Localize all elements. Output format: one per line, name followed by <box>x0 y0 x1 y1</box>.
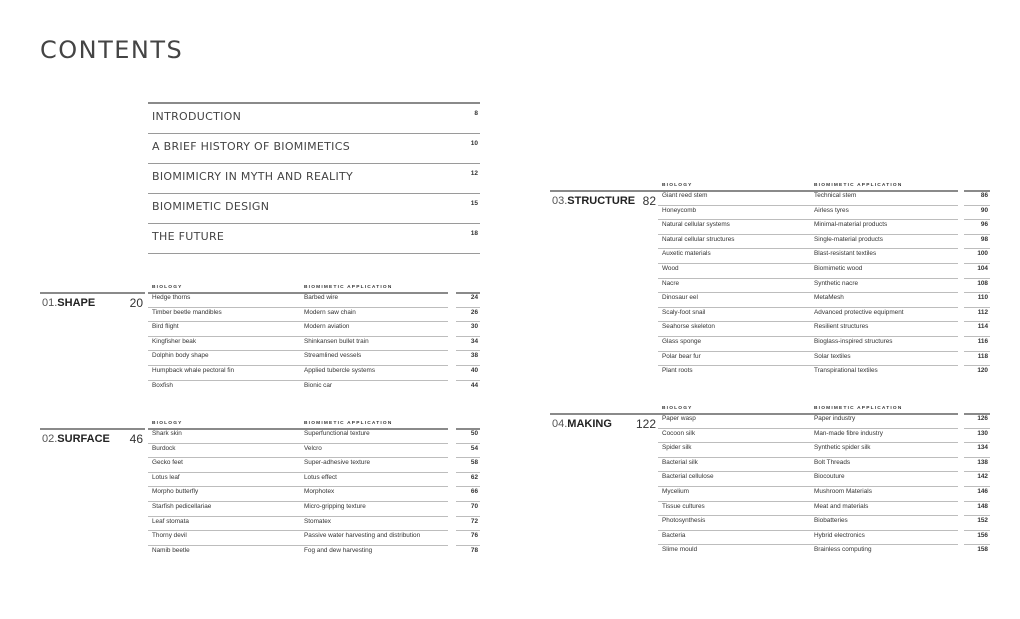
column-header-biology: BIOLOGY <box>152 421 183 426</box>
section-name: MAKING <box>567 418 612 430</box>
page-title: CONTENTS <box>40 36 184 64</box>
biology-cell: Humpback whale pectoral fin <box>152 367 235 374</box>
section-name: SURFACE <box>57 433 110 445</box>
application-cell: MetaMesh <box>814 294 844 302</box>
application-cell: Velcro <box>304 444 322 452</box>
application-cell: Minimal-material products <box>814 221 888 229</box>
section-name: STRUCTURE <box>567 195 636 207</box>
application-cell: Micro-gripping texture <box>304 503 366 510</box>
section-heading[interactable] <box>550 190 658 212</box>
page-number-cell: 116 <box>977 338 988 345</box>
biology-cell: Photosynthesis <box>662 517 706 525</box>
table-row[interactable] <box>148 516 448 532</box>
biology-cell: Wood <box>662 265 679 272</box>
page-number-cell: 66 <box>470 488 478 496</box>
page-number-cell: 26 <box>470 308 478 316</box>
biology-cell: Mycelium <box>662 488 689 495</box>
application-cell: Biomimetic wood <box>814 265 863 272</box>
biology-cell: Tissue cultures <box>662 502 705 510</box>
intro-item[interactable] <box>148 163 480 193</box>
biology-cell: Slime mould <box>662 546 698 554</box>
table-row[interactable] <box>148 443 448 459</box>
application-cell: Brainless computing <box>814 546 872 554</box>
page-number-cell: 146 <box>977 488 988 495</box>
page-number-cell: 142 <box>977 473 988 481</box>
application-cell: Modern aviation <box>304 323 350 331</box>
table-row[interactable] <box>658 292 958 308</box>
page-number-cell: 108 <box>977 279 988 287</box>
application-cell: Transpirational textiles <box>814 367 878 375</box>
intro-item[interactable] <box>148 223 480 254</box>
intro-item-label: BIOMIMICRY IN MYTH AND REALITY <box>152 170 354 183</box>
biology-cell: Shark skin <box>152 430 182 437</box>
biology-cell: Natural cellular structures <box>662 235 735 243</box>
column-header-application: BIOMIMETIC APPLICATION <box>304 421 393 426</box>
biology-cell: Gecko feet <box>152 459 183 467</box>
intro-item[interactable] <box>148 102 480 133</box>
table-row[interactable] <box>148 321 448 337</box>
biology-cell: Auxetic materials <box>662 250 711 258</box>
page-number-cell: 40 <box>470 367 478 374</box>
application-cell: Biobatteries <box>814 517 848 525</box>
application-cell: Super-adhesive texture <box>304 459 371 467</box>
page-number-cell: 70 <box>470 503 478 510</box>
application-cell: Bioglass-inspired structures <box>814 338 893 345</box>
biology-cell: Giant reed stem <box>662 192 708 199</box>
table-row[interactable] <box>658 544 958 560</box>
page-number-cell: 126 <box>977 415 988 422</box>
biology-cell: Paper wasp <box>662 415 696 422</box>
table-row[interactable] <box>658 336 958 352</box>
application-cell: Resilient structures <box>814 323 869 331</box>
application-cell: Morphotex <box>304 488 335 496</box>
application-cell: Lotus effect <box>304 473 337 481</box>
table-row[interactable] <box>148 545 448 561</box>
table-row[interactable] <box>658 530 958 546</box>
biology-cell: Timber beetle mandibles <box>152 308 222 316</box>
page-number-cell: 30 <box>470 323 478 331</box>
biology-cell: Boxfish <box>152 381 173 389</box>
intro-item-label: BIOMIMETIC DESIGN <box>152 200 270 213</box>
section-page: 20 <box>129 296 143 310</box>
application-cell: Modern saw chain <box>304 308 356 316</box>
page-number-cell: 50 <box>470 430 478 437</box>
table-row[interactable] <box>658 263 958 279</box>
page-number-cell: 134 <box>977 444 988 452</box>
page-number-cell: 112 <box>977 308 988 316</box>
page-number-cell: 130 <box>977 429 988 437</box>
page-number-cell: 76 <box>470 532 478 540</box>
section-heading[interactable] <box>40 292 145 314</box>
page-number-cell: 90 <box>980 206 988 214</box>
biology-cell: Kingfisher beak <box>152 337 197 345</box>
biology-cell: Hedge thorns <box>152 294 191 301</box>
section-number: 01.SHAPE <box>42 297 96 309</box>
page-number-cell: 54 <box>470 444 478 452</box>
page-number-cell: 118 <box>977 352 988 360</box>
intro-item-label: A BRIEF HISTORY OF BIOMIMETICS <box>152 140 350 153</box>
application-cell: Stomatex <box>304 517 331 525</box>
page-number-cell: 120 <box>977 367 988 375</box>
table-row[interactable] <box>658 278 958 294</box>
application-cell: Fog and dew harvesting <box>304 546 373 554</box>
application-cell: Synthetic nacre <box>814 279 859 287</box>
section-heading[interactable] <box>550 413 658 435</box>
biology-cell: Nacre <box>662 279 680 287</box>
biology-cell: Glass sponge <box>662 338 702 345</box>
intro-item-page: 8 <box>474 110 478 117</box>
biology-cell: Thorny devil <box>152 532 187 540</box>
biology-cell: Leaf stomata <box>152 517 189 525</box>
application-cell: Bolt Threads <box>814 458 851 466</box>
page-number-cell: 24 <box>470 294 478 301</box>
application-cell: Blast-resistant textiles <box>814 250 877 258</box>
biology-cell: Lotus leaf <box>152 473 180 481</box>
page-number-cell: 152 <box>977 517 988 525</box>
application-cell: Paper industry <box>814 415 856 422</box>
application-cell: Solar textiles <box>814 352 851 360</box>
biology-cell: Bacterial cellulose <box>662 473 714 481</box>
intro-item-page: 10 <box>470 140 478 147</box>
page-number-cell: 98 <box>980 235 988 243</box>
table-row[interactable] <box>658 486 958 502</box>
biology-cell: Natural cellular systems <box>662 221 730 229</box>
page-number-cell: 78 <box>470 546 478 554</box>
biology-cell: Spider silk <box>662 444 692 452</box>
biology-cell: Starfish pedicellariae <box>152 503 212 510</box>
table-row[interactable] <box>148 472 448 488</box>
section-page: 122 <box>635 417 656 431</box>
application-cell: Man-made fibre industry <box>814 429 883 437</box>
biology-cell: Namib beetle <box>152 546 190 554</box>
intro-item-page: 12 <box>470 170 478 177</box>
intro-list <box>148 102 480 254</box>
page-number-cell: 44 <box>470 381 478 389</box>
column-header-application: BIOMIMETIC APPLICATION <box>814 183 903 188</box>
column-header-application: BIOMIMETIC APPLICATION <box>304 285 393 290</box>
intro-item[interactable] <box>148 193 480 223</box>
application-cell: Bionic car <box>304 381 333 389</box>
table-row[interactable] <box>658 365 958 381</box>
page-number-cell: 86 <box>980 192 988 199</box>
page-number-cell: 138 <box>977 458 988 466</box>
biology-cell: Plant roots <box>662 367 693 375</box>
page-number-cell: 72 <box>470 517 478 525</box>
biology-cell: Bacteria <box>662 531 686 539</box>
biology-cell: Burdock <box>152 444 176 452</box>
page-number-cell: 156 <box>977 531 988 539</box>
page-number-cell: 96 <box>980 221 988 229</box>
application-cell: Passive water harvesting and distribution <box>304 532 421 540</box>
biology-cell: Morpho butterfly <box>152 488 199 496</box>
application-cell: Hybrid electronics <box>814 531 865 539</box>
biology-cell: Polar bear fur <box>662 352 701 360</box>
table-row[interactable] <box>658 428 958 444</box>
intro-item-label: THE FUTURE <box>152 230 225 243</box>
page-number-cell: 114 <box>977 323 988 331</box>
biology-cell: Cocoon silk <box>662 429 696 437</box>
biology-cell: Scaly-foot snail <box>662 308 706 316</box>
page-number-cell: 34 <box>470 337 478 345</box>
intro-item[interactable] <box>148 133 480 163</box>
section-page: 82 <box>642 194 656 208</box>
application-cell: Advanced protective equipment <box>814 308 904 316</box>
table-row[interactable] <box>148 380 448 396</box>
column-header-application: BIOMIMETIC APPLICATION <box>814 406 903 411</box>
biology-cell: Dolphin body shape <box>152 352 209 360</box>
biology-cell: Seahorse skeleton <box>662 323 715 331</box>
application-cell: Streamlined vessels <box>304 352 362 360</box>
application-cell: Superfunctional texture <box>304 430 370 437</box>
table-row[interactable] <box>658 457 958 473</box>
page-number-cell: 148 <box>977 502 988 510</box>
table-row[interactable] <box>658 442 958 458</box>
page-number-cell: 38 <box>470 352 478 360</box>
section-number: 03.STRUCTURE <box>552 195 636 207</box>
column-header-biology: BIOLOGY <box>152 285 183 290</box>
application-cell: Shinkansen bullet train <box>304 337 369 345</box>
application-cell: Airless tyres <box>814 206 849 214</box>
application-cell: Barbed wire <box>304 294 339 301</box>
application-cell: Technical stem <box>814 192 857 199</box>
page-number-cell: 100 <box>977 250 988 258</box>
column-header-biology: BIOLOGY <box>662 183 693 188</box>
application-cell: Single-material products <box>814 235 883 243</box>
page-number-cell: 58 <box>470 459 478 467</box>
intro-item-label: INTRODUCTION <box>152 110 242 123</box>
application-cell: Biocouture <box>814 473 845 481</box>
application-cell: Synthetic spider silk <box>814 444 871 452</box>
page-number-cell: 104 <box>977 265 988 272</box>
page-number-cell: 158 <box>977 546 988 554</box>
column-header-biology: BIOLOGY <box>662 406 693 411</box>
application-cell: Mushroom Materials <box>814 488 872 495</box>
table-row[interactable] <box>658 351 958 367</box>
biology-cell: Dinosaur eel <box>662 294 698 302</box>
application-cell: Meat and materials <box>814 502 869 510</box>
intro-item-page: 15 <box>470 200 478 207</box>
biology-cell: Bacterial silk <box>662 458 698 466</box>
table-row[interactable] <box>658 205 958 221</box>
biology-cell: Honeycomb <box>662 206 697 214</box>
page-number-cell: 110 <box>977 294 988 302</box>
section-number: 04.MAKING <box>552 418 612 430</box>
page-number-cell: 62 <box>470 473 478 481</box>
section-number: 02.SURFACE <box>42 433 110 445</box>
section-heading[interactable] <box>40 428 145 450</box>
biology-cell: Bird flight <box>152 323 179 331</box>
intro-item-page: 18 <box>470 230 478 237</box>
table-row[interactable] <box>148 457 448 473</box>
application-cell: Applied tubercle systems <box>304 367 376 374</box>
section-page: 46 <box>129 432 143 446</box>
section-name: SHAPE <box>57 297 96 309</box>
